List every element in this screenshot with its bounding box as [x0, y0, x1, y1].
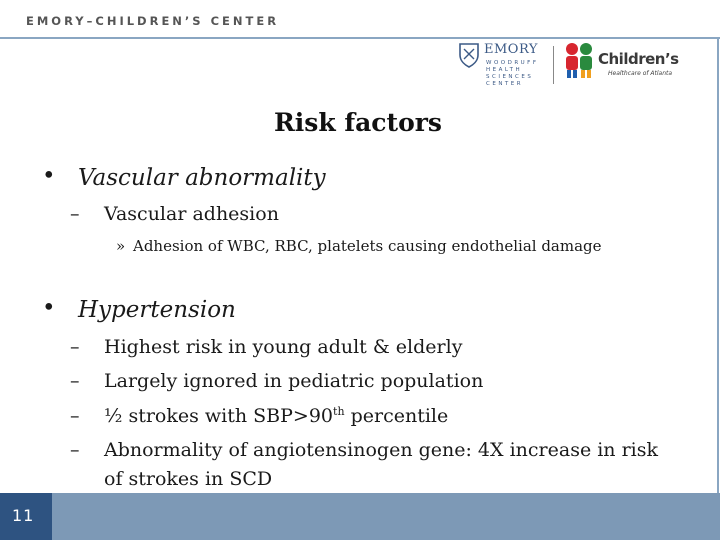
- emory-sub-line: CENTER: [486, 81, 524, 87]
- sub-text-pre: ½ strokes with SBP>90: [104, 405, 334, 427]
- slide-title-text: Risk factors: [273, 108, 443, 137]
- top-rule: [0, 37, 720, 39]
- emory-sub-line: HEALTH: [486, 67, 523, 73]
- emory-shield-icon: [458, 42, 480, 68]
- footer-bar: [0, 493, 720, 540]
- sub-text: Highest risk in young adult & elderly: [104, 336, 463, 358]
- sub-text: [104, 405, 448, 427]
- bullet-text: Vascular abnormality: [78, 165, 326, 191]
- page-number: 11: [12, 506, 35, 525]
- sub-marker: –: [70, 203, 80, 225]
- logo-area: [458, 40, 690, 96]
- slide-title: [0, 108, 720, 137]
- sub-marker: –: [70, 336, 80, 358]
- brand-header: EMORY–CHILDREN’S CENTER: [26, 14, 280, 28]
- subsub-text: Adhesion of WBC, RBC, platelets causing endothelial damage: [133, 237, 602, 255]
- bullet-marker: •: [42, 163, 56, 189]
- childrens-kids-icon: [562, 40, 596, 80]
- sub-text-line2: of strokes in SCD: [104, 468, 273, 490]
- emory-sub-line: WOODRUFF: [486, 60, 539, 66]
- emory-logo-name: EMORY: [484, 42, 538, 57]
- logo-divider: [553, 46, 554, 84]
- emory-logo-subtitle: [486, 60, 544, 88]
- subsub-marker: »: [116, 237, 126, 255]
- emory-sub-line: SCIENCES: [486, 74, 534, 80]
- sub-text: Largely ignored in pediatric population: [104, 370, 484, 392]
- sub-text: Vascular adhesion: [104, 203, 279, 225]
- bullet-marker: •: [42, 295, 56, 321]
- sub-marker: –: [70, 439, 80, 461]
- right-rule: [717, 37, 719, 493]
- superscript: th: [333, 405, 345, 418]
- sub-marker: –: [70, 370, 80, 392]
- childrens-logo-tagline: Healthcare of Atlanta: [608, 70, 673, 77]
- bullet-text: Hypertension: [78, 297, 236, 323]
- sub-marker: –: [70, 405, 80, 427]
- sub-text-post: percentile: [344, 405, 449, 427]
- childrens-logo-name: Children’s: [598, 50, 679, 68]
- sub-text: Abnormality of angiotensinogen gene: 4X increase in risk: [104, 439, 659, 461]
